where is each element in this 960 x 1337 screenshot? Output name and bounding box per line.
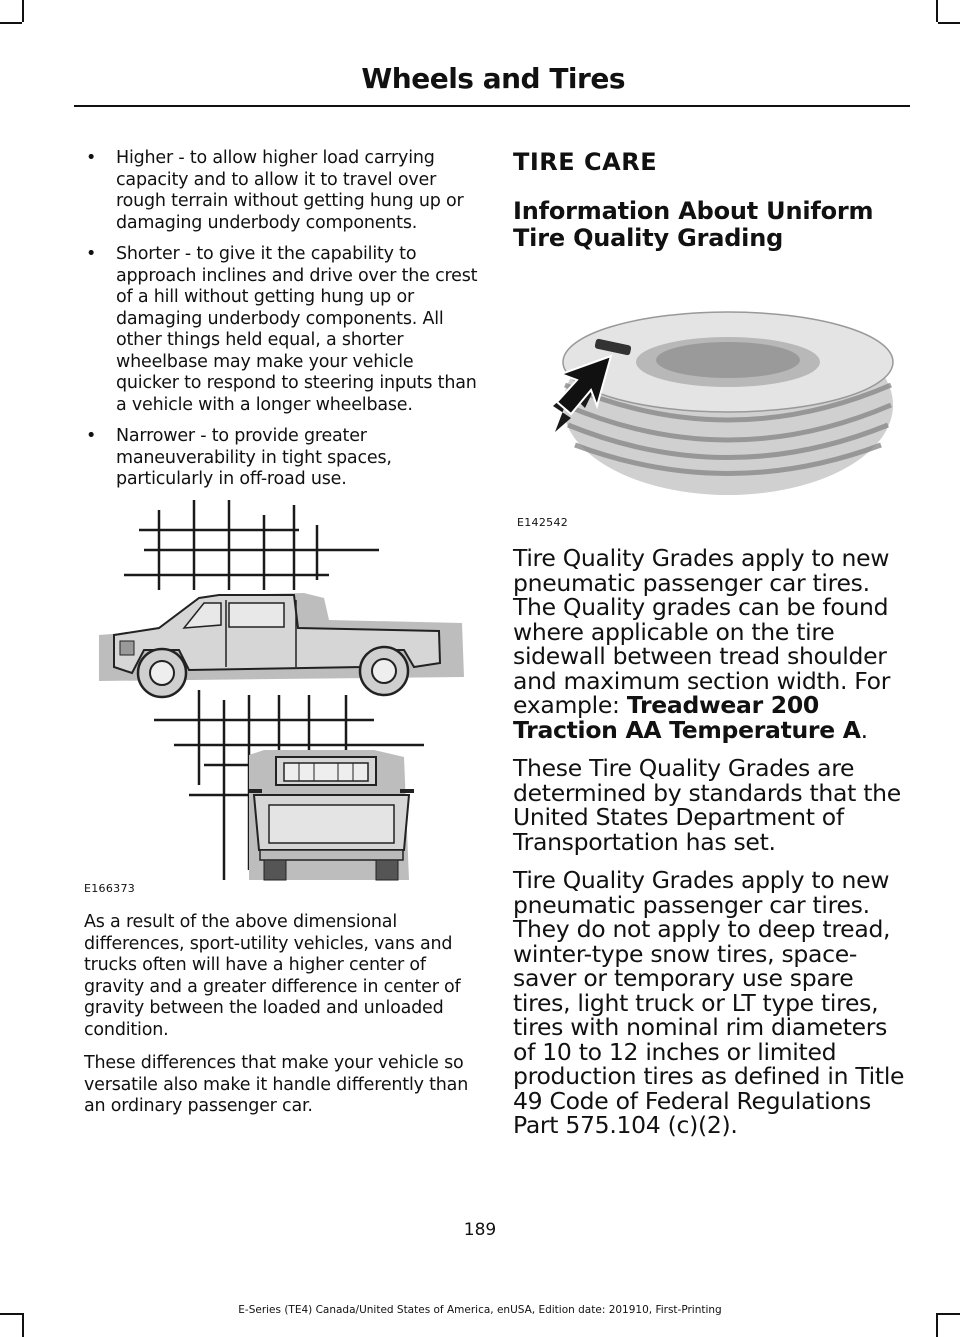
list-item: • Narrower - to provide greater maneuverability in tight spaces, particularly in off-road use. bbox=[84, 426, 479, 491]
body-paragraph: These Tire Quality Grades are determined by standards that the United States Department of Transportation has set. bbox=[513, 754, 901, 856]
bullet-list bbox=[84, 148, 479, 491]
crop-mark bbox=[938, 22, 960, 24]
figure-code-left: E166373 bbox=[84, 882, 136, 895]
list-item: • Shorter - to give it the capability to approach inclines and drive over the crest of a hill without getting hung up or damaging underbody components. All other things held equal, a shorter wheelbase may make your vehicle quicker to respond to steering inputs than a vehicle with a longer wheelbase. bbox=[84, 244, 479, 416]
vehicle-dimension-figure bbox=[84, 495, 479, 895]
crop-mark bbox=[22, 0, 24, 22]
left-column bbox=[84, 148, 479, 501]
body-text: Tire Quality Grades apply to new pneumatic passenger car tires. The Quality grades can be found where applicable on the tire sidewall between tread shoulder and maximum section width. For example: bbox=[513, 544, 891, 719]
section-heading: TIRE CARE bbox=[513, 148, 658, 176]
section-subheading: Information About Uniform Tire Quality Grading bbox=[513, 197, 874, 252]
header-rule bbox=[74, 105, 910, 107]
tire-figure bbox=[513, 290, 911, 500]
body-text: . bbox=[860, 715, 868, 744]
page-number: 189 bbox=[463, 1220, 497, 1240]
right-column bbox=[513, 148, 911, 252]
body-paragraph: Tire Quality Grades apply to new pneumatic passenger car tires. They do not apply to deep tread, winter-type snow tires, space-saver or temporary use spare tires, light truck or LT type tires, tires with nominal rim diameters of 10 to 12 inches or limited production tires as defined in Title 49 Code of Federal Regulations Part 575.104 (c)(2). bbox=[513, 866, 905, 1139]
body-paragraph: These differences that make your vehicle so versatile also make it handle differently than an ordinary passenger car. bbox=[84, 1053, 469, 1116]
right-paragraphs bbox=[513, 546, 911, 1152]
crop-mark bbox=[22, 1313, 24, 1337]
body-paragraph bbox=[513, 546, 911, 742]
figure-code-right: E142542 bbox=[517, 516, 569, 529]
crop-mark bbox=[936, 1313, 938, 1337]
list-item: • Higher - to allow higher load carrying capacity and to allow it to travel over rough terrain without getting hung up or damaging underbody components. bbox=[84, 148, 479, 234]
example-grade: Treadwear 200 Traction AA Temperature A bbox=[513, 691, 861, 744]
page-header-title: Wheels and Tires bbox=[361, 62, 625, 95]
pickup-truck-illustration bbox=[84, 495, 479, 895]
crop-mark bbox=[0, 22, 22, 24]
body-paragraph: As a result of the above dimensional differences, sport-utility vehicles, vans and trucks often will have a higher center of gravity and a greater difference in center of gravity between the loaded and unloaded condition. bbox=[84, 912, 461, 1040]
footer-text: E-Series (TE4) Canada/United States of America, enUSA, Edition date: 201910, First-Printing bbox=[238, 1304, 722, 1316]
tire-illustration bbox=[513, 290, 911, 500]
left-paragraphs bbox=[84, 912, 479, 1130]
crop-mark bbox=[936, 0, 938, 22]
